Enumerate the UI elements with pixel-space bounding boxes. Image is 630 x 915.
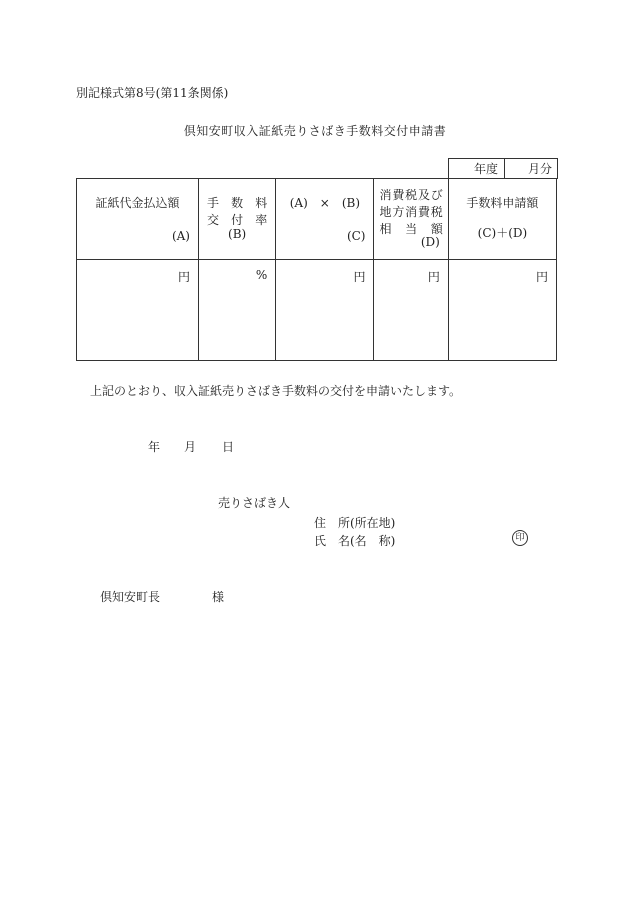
value-fee-request[interactable]: 円	[448, 260, 556, 361]
value-a-times-b[interactable]: 円	[276, 260, 374, 361]
value-consumption-tax[interactable]: 円	[374, 260, 448, 361]
address-label: 住 所(所在地)	[314, 516, 396, 530]
addressee-honorific: 様	[212, 590, 225, 604]
addressee-name: 倶知安町長	[100, 590, 161, 604]
addressee	[100, 588, 224, 605]
page-title: 倶知安町収入証紙売りさばき手数料交付申請書	[183, 124, 447, 138]
header-consumption-tax: 消 費 税 及 び 地 方 消 費 税 相 当 額 (D)	[374, 179, 448, 260]
date-day-label: 日	[222, 440, 235, 454]
seller-label: 売りさばき人	[218, 496, 291, 510]
header-tax-line-2: 地 方 消 費 税	[379, 205, 443, 219]
header-tax-line-1: 消 費 税 及 び	[379, 188, 443, 202]
table-value-row	[77, 260, 557, 361]
date-month-label: 月	[184, 440, 197, 454]
period-month-cell: 月分	[527, 162, 552, 176]
date-year-label: 年	[148, 440, 161, 454]
header-fee-request: 手数料申請額 (C)＋(D)	[448, 179, 556, 260]
header-fee-rate-line-2: 交 付 率	[206, 213, 268, 227]
header-fee-rate-line-1: 手 数 料	[206, 196, 268, 210]
period-box	[448, 158, 558, 179]
date-line	[148, 438, 234, 455]
header-stamp-payment: 証紙代金払込額 (A)	[77, 179, 199, 260]
table-header-row	[77, 179, 557, 260]
name-label: 氏 名(名 称)	[314, 534, 396, 548]
header-tax-line-3: 相 当 額	[379, 222, 443, 236]
value-stamp-payment[interactable]: 円	[77, 260, 199, 361]
fee-table	[76, 178, 557, 361]
form-number: 別記様式第8号(第11条関係)	[76, 86, 229, 100]
value-fee-rate[interactable]: %	[198, 260, 275, 361]
statement-text: 上記のとおり、収入証紙売りさばき手数料の交付を申請いたします。	[90, 384, 462, 398]
seal-icon: 印	[512, 530, 528, 546]
header-fee-rate: 手 数 料 交 付 率 (B)	[198, 179, 275, 260]
period-year-cell: 年度	[449, 159, 505, 179]
header-a-times-b: (A) × (B) (C)	[276, 179, 374, 260]
